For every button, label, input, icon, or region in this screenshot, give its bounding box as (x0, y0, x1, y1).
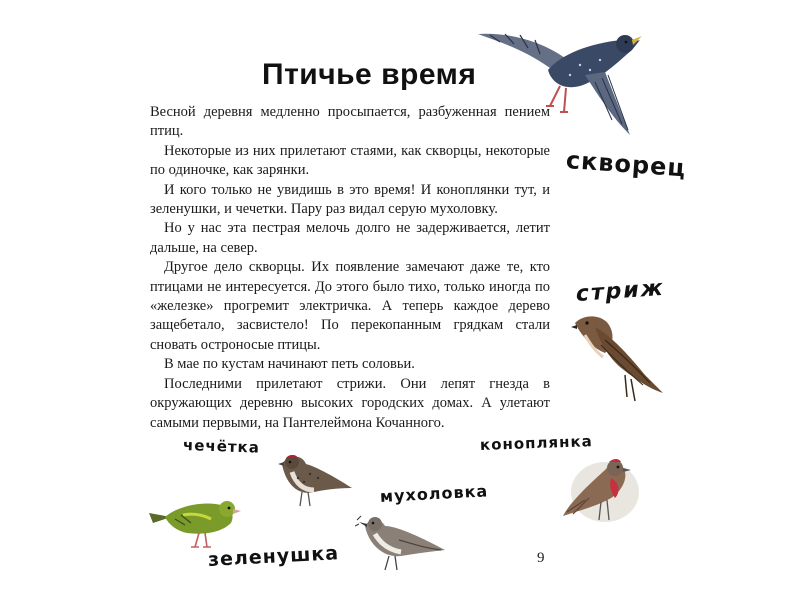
paragraph: Другое дело скворцы. Их появление замечают даже те, кто птицами не интересуется. До этого было тихо, только иногда по «железке» прогремит электричка. А теперь каждое дерево защебетало, засвистело! По перекопанным грядкам стали сновать остроносые птицы. (150, 259, 550, 353)
paragraph: Некоторые из них прилетают стаями, как скворцы, некоторые по одиночке, как зарянки. (150, 142, 550, 179)
redpoll-illustration (270, 450, 360, 515)
starling-illustration (470, 20, 660, 140)
paragraph: Но у нас эта пестрая мелочь долго не задерживается, летит дальше, на север. (150, 220, 550, 256)
linnet-illustration (545, 448, 640, 528)
page-title: Птичье время (262, 58, 477, 91)
paragraph: Весной деревня медленно просыпается, разбуженная пением птиц. (150, 104, 550, 140)
redpoll-label: чечётка (182, 436, 261, 457)
paragraph: Последними прилетают стрижи. Они лепят гнезда в окружающих деревню высоких городских домах. А улетают самыми первыми, на Пантелеймона Кочанного. (150, 375, 550, 431)
paragraph: И кого только не увидишь в это время! И коноплянки тут, и зеленушки, и чечетки. Пару раз видал серую мухоловку. (150, 181, 550, 218)
linnet-label: коноплянка (479, 432, 594, 454)
paragraph: В мае по кустам начинают петь соловьи. (164, 356, 415, 373)
body-text (150, 103, 550, 433)
swift-label: стриж (574, 275, 667, 308)
swift-illustration (565, 305, 675, 415)
flycatcher-illustration (355, 512, 455, 574)
page-number: 9 (537, 550, 545, 566)
greenfinch-label: зеленушка (207, 542, 340, 571)
flycatcher-label: мухоловка (379, 481, 489, 506)
greenfinch-illustration (145, 495, 245, 555)
starling-label: скворец (565, 146, 688, 183)
